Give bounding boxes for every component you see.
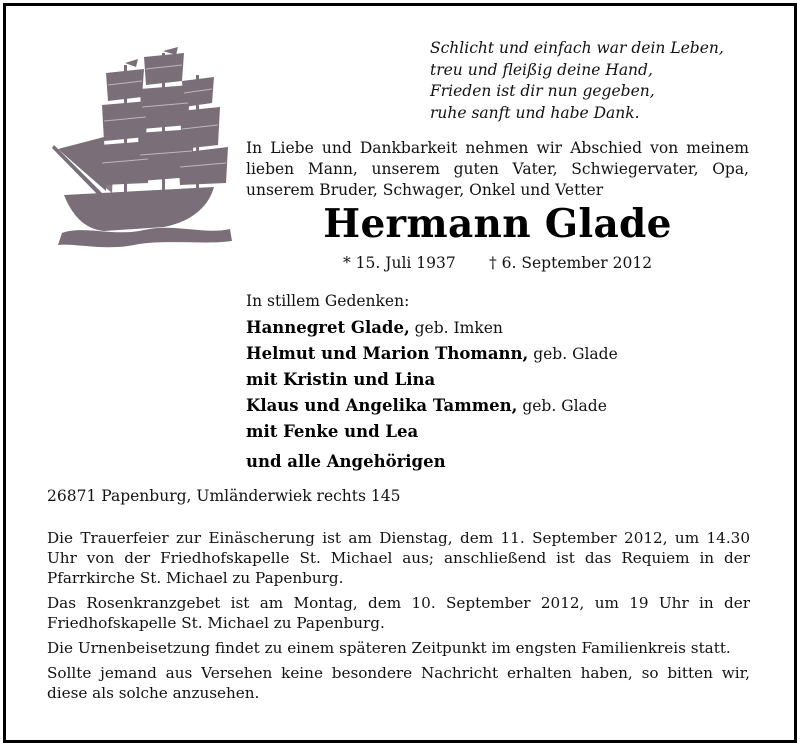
- mourners-list: [246, 315, 618, 475]
- paragraph: Die Urnenbeisetzung findet zu einem späteren Zeitpunkt im engsten Familienkreis statt.: [47, 639, 731, 657]
- poem-line: Frieden ist dir nun gegeben,: [430, 82, 655, 100]
- poem-line: treu und fleißig deine Hand,: [430, 60, 653, 79]
- mourner-note: geb. Glade: [517, 397, 607, 415]
- poem-line: ruhe sanft und habe Dank.: [430, 103, 640, 122]
- birth-date: * 15. Juli 1937: [343, 254, 456, 272]
- mourner-name: mit Kristin und Lina: [246, 370, 436, 389]
- paragraph: Sollte jemand aus Versehen keine besondere Nachricht erhalten haben, so bitten wir, diese als solche anzusehen.: [47, 664, 750, 702]
- paragraph: Das Rosenkranzgebet ist am Montag, dem 10. September 2012, um 19 Uhr in der Friedhofskapelle St. Michael zu Papenburg.: [47, 594, 750, 632]
- poem-line: Schlicht und einfach war dein Leben,: [430, 39, 724, 57]
- mourner-name: und alle Angehörigen: [246, 452, 446, 471]
- mourner-row: [246, 315, 618, 341]
- mourner-row: [246, 449, 618, 475]
- intro-text: In Liebe und Dankbarkeit nehmen wir Abschied von meinem lieben Mann, unserem guten Vater, Schwiegervater, Opa, unserem Bruder, Schwager, Onkel und Vetter: [246, 139, 749, 199]
- paragraph: Die Trauerfeier zur Einäscherung ist am Dienstag, dem 11. September 2012, um 14.30 Uhr von der Friedhofskapelle St. Michael aus; anschließend ist das Requiem in der Pfarrkirche St. Michael zu Papenburg.: [47, 529, 750, 587]
- mourner-note: geb. Imken: [409, 319, 503, 337]
- mourner-name: Hannegret Glade,: [246, 318, 410, 337]
- mourner-name: Klaus und Angelika Tammen,: [246, 396, 518, 415]
- mourner-note: geb. Glade: [528, 345, 618, 363]
- death-date: † 6. September 2012: [489, 254, 653, 272]
- sailing-ship-image: [44, 45, 236, 255]
- mourner-row: [246, 393, 618, 419]
- service-info: [47, 528, 750, 708]
- mourner-row: [246, 341, 618, 367]
- poem: [430, 38, 760, 124]
- gedenken-heading: In stillem Gedenken:: [246, 292, 410, 310]
- mourner-row: [246, 367, 618, 393]
- deceased-name: Hermann Glade: [323, 201, 672, 247]
- mourner-name: Helmut und Marion Thomann,: [246, 344, 529, 363]
- address: 26871 Papenburg, Umländerwiek rechts 145: [47, 487, 401, 505]
- mourner-name: mit Fenke und Lea: [246, 422, 419, 441]
- mourner-row: [246, 419, 618, 445]
